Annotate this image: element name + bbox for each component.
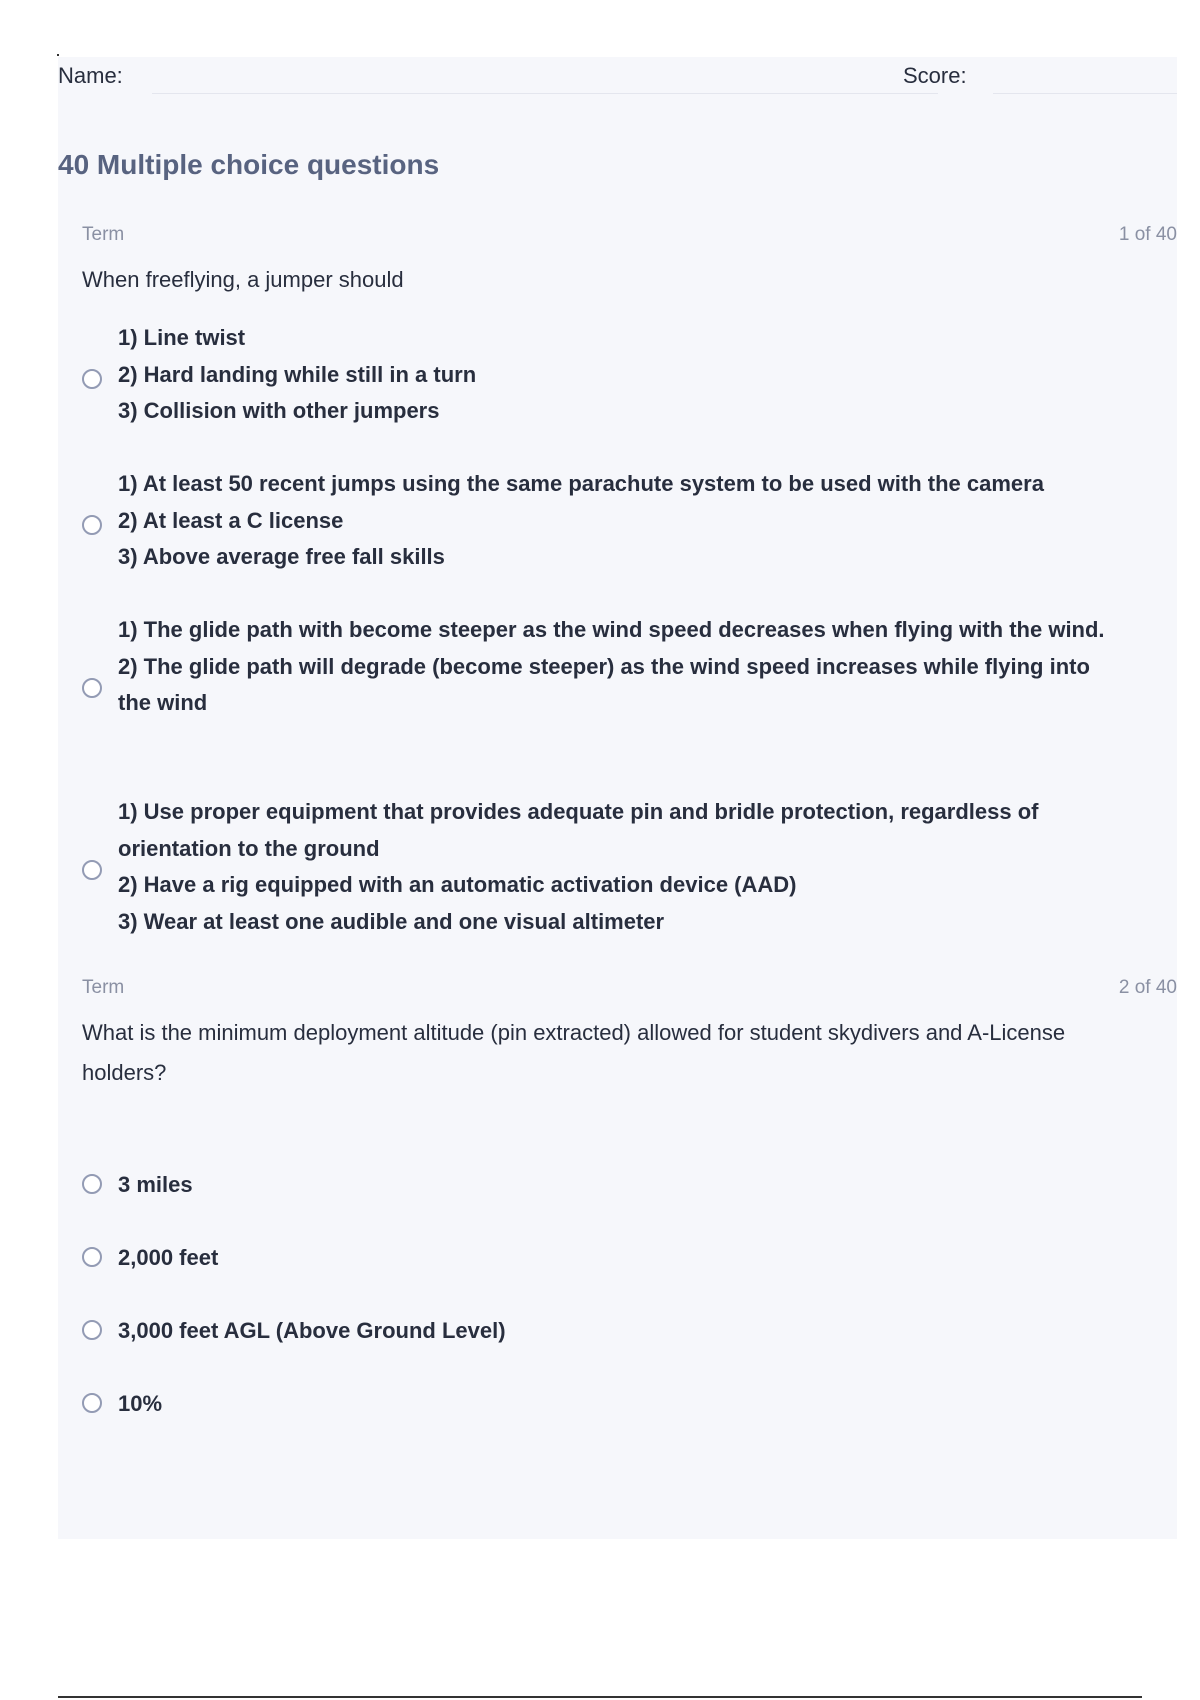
option-text: 3 miles <box>118 1172 193 1197</box>
option-text <box>118 612 1118 722</box>
radio-button[interactable] <box>82 678 102 698</box>
radio-button[interactable] <box>82 1247 102 1267</box>
option-text <box>118 794 1118 940</box>
option-line: 1) At least 50 recent jumps using the same parachute system to be used with the camera <box>118 471 1044 496</box>
option-text: 3,000 feet AGL (Above Ground Level) <box>118 1318 506 1343</box>
option-line: 1) Line twist <box>118 325 246 350</box>
option-line: 3) Collision with other jumpers <box>118 398 440 423</box>
option-line: 2) Hard landing while still in a turn <box>118 361 477 387</box>
name-label: Name: <box>58 63 123 88</box>
radio-button[interactable] <box>82 515 102 535</box>
term-card-2 <box>82 977 1177 1437</box>
term-label: Term <box>82 977 125 998</box>
option-line: 2) The glide path will degrade (become steeper) as the wind speed increases while flying into the wind <box>118 653 1090 715</box>
term-label: Term <box>82 224 125 245</box>
radio-button[interactable] <box>82 860 102 880</box>
option-text <box>118 466 1168 576</box>
term-count: 1 of 40 <box>1118 224 1177 245</box>
quiz-panel <box>58 57 1177 1539</box>
page-mark <box>57 54 59 56</box>
section-title: 40 Multiple choice questions <box>58 149 440 180</box>
option-text <box>118 320 1168 430</box>
option-line: 1) The glide path with become steeper as the wind speed decreases when flying with the wind. <box>118 617 1105 642</box>
bottom-rule <box>58 1696 1142 1698</box>
option-line: 3) Wear at least one audible and one visual altimeter <box>118 908 665 934</box>
option-text: 10% <box>118 1391 163 1416</box>
term-count: 2 of 40 <box>1118 977 1177 998</box>
term-card-1 <box>82 224 1177 934</box>
question-text: When freeflying, a jumper should <box>82 267 404 292</box>
option-line: 2) At least a C license <box>118 507 344 533</box>
option-line: 1) Use proper equipment that provides adequate pin and bridle protection, regardless of orientation to the ground <box>118 799 1039 861</box>
radio-button[interactable] <box>82 369 102 389</box>
radio-button[interactable] <box>82 1174 102 1194</box>
question-text: What is the minimum deployment altitude (pin extracted) allowed for student skydivers and A-License holders? <box>82 1020 1066 1085</box>
score-label: Score: <box>903 63 967 88</box>
option-line: 3) Above average free fall skills <box>118 544 445 569</box>
option-text: 2,000 feet <box>118 1245 219 1270</box>
name-field[interactable] <box>152 93 938 94</box>
option-line: 2) Have a rig equipped with an automatic activation device (AAD) <box>118 872 797 897</box>
header-row <box>58 57 1177 97</box>
score-field[interactable] <box>993 93 1177 94</box>
radio-button[interactable] <box>82 1393 102 1413</box>
radio-button[interactable] <box>82 1320 102 1340</box>
